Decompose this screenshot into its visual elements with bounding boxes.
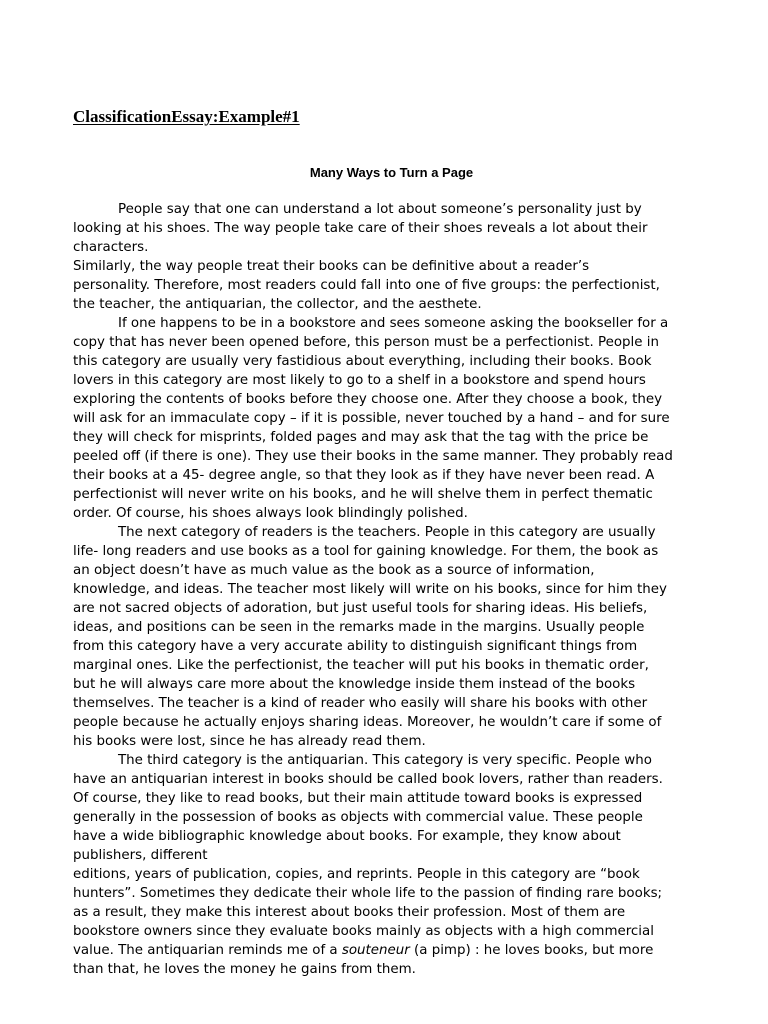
essay-line: will ask for an immaculate copy – if it is possible, never touched by a hand – and for sure bbox=[73, 411, 670, 426]
essay-lines bbox=[73, 200, 713, 941]
essay-line: peeled off (if there is one). They use their books in the same manner. They probably read bbox=[73, 449, 673, 464]
essay-line: from this category have a very accurate ability to distinguish significant things from bbox=[73, 639, 638, 654]
essay-line: People say that one can understand a lot about someone’s personality just by bbox=[118, 202, 642, 217]
essay-line: the teacher, the antiquarian, the collector, and the aesthete. bbox=[73, 297, 482, 312]
italic-word: souteneur bbox=[341, 943, 410, 958]
essay-line: marginal ones. Like the perfectionist, the teacher will put his books in thematic order, bbox=[73, 658, 649, 673]
essay-line: bookstore owners since they evaluate books mainly as objects with a high commercial bbox=[73, 924, 654, 939]
essay-line: this category are usually very fastidious about everything, including their books. Book bbox=[73, 354, 652, 369]
essay-line: their books at a 45- degree angle, so that they look as if they have never been read. A bbox=[73, 468, 655, 483]
essay-line: as a result, they make this interest about books their profession. Most of them are bbox=[73, 905, 626, 920]
essay-line: editions, years of publication, copies, and reprints. People in this category are “book bbox=[73, 867, 640, 882]
essay-line: perfectionist will never write on his books, and he will shelve them in perfect thematic bbox=[73, 487, 653, 502]
essay-line: hunters”. Sometimes they dedicate their whole life to the passion of finding rare books; bbox=[73, 886, 663, 901]
essay-line: publishers, different bbox=[73, 848, 208, 863]
essay-line: an object doesn’t have as much value as the book as a source of information, bbox=[73, 563, 595, 578]
essay-line: have an antiquarian interest in books should be called book lovers, rather than readers. bbox=[73, 772, 663, 787]
essay-title: Many Ways to Turn a Page bbox=[309, 165, 474, 180]
essay-line: they will check for misprints, folded pages and may ask that the tag with the price be bbox=[73, 430, 649, 445]
essay-line: generally in the possession of books as objects with commercial value. These people bbox=[73, 810, 643, 825]
essay-line: characters. bbox=[73, 240, 149, 255]
essay-line: life- long readers and use books as a tool for gaining knowledge. For them, the book as bbox=[73, 544, 659, 559]
essay-line: have a wide bibliographic knowledge about books. For example, they know about bbox=[73, 829, 621, 844]
essay-line: than that, he loves the money he gains from them. bbox=[73, 962, 416, 977]
essay-line: themselves. The teacher is a kind of reader who easily will share his books with other bbox=[73, 696, 648, 711]
essay-line bbox=[73, 941, 713, 960]
essay-line: lovers in this category are most likely to go to a shelf in a bookstore and spend hours bbox=[73, 373, 646, 388]
essay-line: The next category of readers is the teachers. People in this category are usually bbox=[118, 525, 656, 540]
essay-line: ideas, and positions can be seen in the remarks made in the margins. Usually people bbox=[73, 620, 645, 635]
essay-line: exploring the contents of books before they choose one. After they choose a book, they bbox=[73, 392, 663, 407]
essay-line-text-end: (a pimp) : he loves books, but more bbox=[409, 943, 654, 958]
essay-line: order. Of course, his shoes always look blindingly polished. bbox=[73, 506, 468, 521]
essay-line: but he will always care more about the knowledge inside them instead of the books bbox=[73, 677, 636, 692]
essay-body bbox=[73, 200, 713, 979]
essay-line: are not sacred objects of adoration, but just useful tools for sharing ideas. His beliefs, bbox=[73, 601, 648, 616]
essay-line: Similarly, the way people treat their books can be definitive about a reader’s bbox=[73, 259, 590, 274]
essay-line: personality. Therefore, most readers could fall into one of five groups: the perfectionist, bbox=[73, 278, 660, 293]
essay-line: his books were lost, since he has already read them. bbox=[73, 734, 426, 749]
essay-line: The third category is the antiquarian. This category is very specific. People who bbox=[118, 753, 652, 768]
document-heading: ClassificationEssay:Example#1 bbox=[73, 107, 300, 126]
essay-line: knowledge, and ideas. The teacher most likely will write on his books, since for him they bbox=[73, 582, 667, 597]
essay-line: looking at his shoes. The way people take care of their shoes reveals a lot about their bbox=[73, 221, 648, 236]
essay-line-text-start: value. The antiquarian reminds me of a bbox=[73, 943, 342, 958]
essay-line: copy that has never been opened before, this person must be a perfectionist. People in bbox=[73, 335, 659, 350]
essay-line: Of course, they like to read books, but their main attitude toward books is expressed bbox=[73, 791, 643, 806]
essay-line: people because he actually enjoys sharing ideas. Moreover, he wouldn’t care if some of bbox=[73, 715, 662, 730]
essay-line: If one happens to be in a bookstore and sees someone asking the bookseller for a bbox=[118, 316, 669, 331]
